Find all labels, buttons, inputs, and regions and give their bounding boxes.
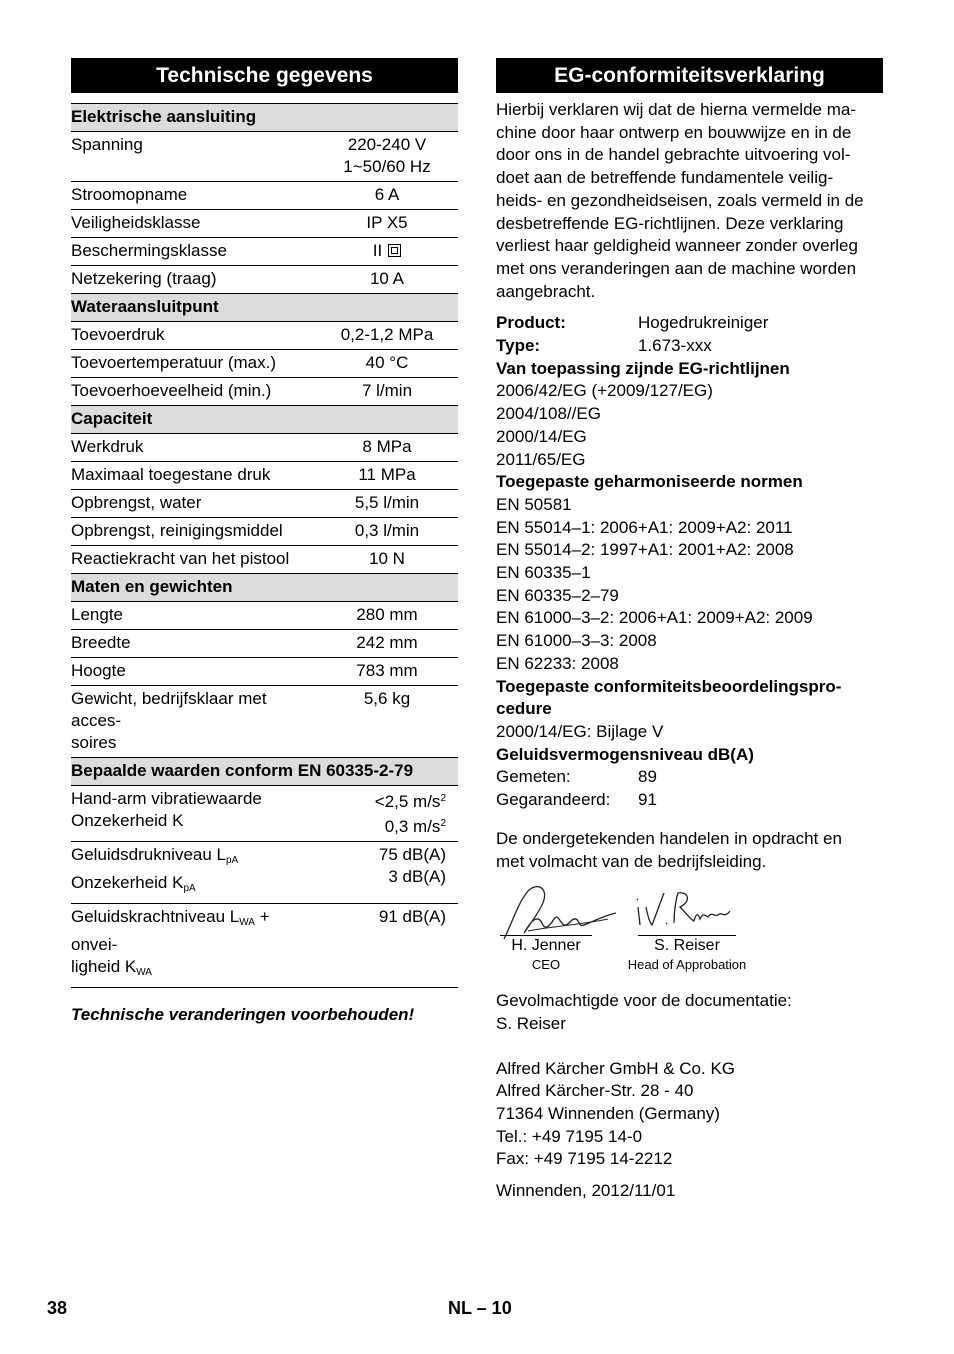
sound-level-heading: Geluidsvermogensniveau dB(A) [496,744,754,764]
row-label: Toevoerhoeveelheid (min.) [71,381,272,400]
row-value: 8 MPa [362,437,412,456]
row-value: 220-240 V 1~50/60 Hz [343,135,431,176]
sound-power-value: 91 dB(A) [378,907,446,926]
procedure-text: 2000/14/EG: Bijlage V [496,721,664,741]
list-item: EN 60335–2–79 [496,585,619,605]
table-row [71,378,458,406]
table-row [71,322,458,350]
row-value: 783 mm [356,661,418,680]
list-item: Alfred Kärcher-Str. 28 - 40 [496,1081,694,1101]
row-label: Stroomopname [71,185,188,204]
list-item: 2000/14/EG [496,426,587,446]
documentation-label: Gevolmachtigde voor de documentatie: [496,991,792,1011]
list-item: Tel.: +49 7195 14-0 [496,1126,643,1146]
row-value: 5,5 l/min [354,493,420,512]
type-row: Type: 1.673-xxx [496,336,712,356]
signatory-role: CEO [531,957,561,973]
list-item: EN 62233: 2008 [496,653,619,673]
group-header: Elektrische aansluiting [71,104,458,132]
technical-data-column [71,58,458,1026]
row-label: Netzekering (traag) [71,269,217,288]
uncertainty-kpa-label: Onzekerheid K [71,873,184,892]
row-value: 0,2-1,2 MPa [340,325,434,344]
row-value: II [372,241,383,260]
table-row [71,182,458,210]
uncertainty-kpa-value: 3 dB(A) [388,867,446,886]
documentation-name: S. Reiser [496,1013,566,1033]
row-label: Opbrengst, reinigingsmiddel [71,521,283,540]
table-row [71,462,458,490]
list-item: 2004/108//EG [496,404,601,424]
table-row [71,686,458,758]
product-row: Product: Hogedrukreiniger [496,313,769,333]
row-label: Hoogte [71,661,126,680]
row-label: Lengte [71,605,123,624]
uncertainty-k-label: Onzekerheid K [71,811,184,830]
guaranteed-row: Gegarandeerd: 91 [496,790,657,810]
table-row [71,210,458,238]
conformity-title: EG-conformiteitsverklaring [496,58,883,93]
row-value: 40 °C [365,353,409,372]
signature-block-reiser [624,935,750,975]
table-row: Geluidskrachtniveau $L_{WA}$ + onvei- ligheid $K_{WA}$ 91 dB(A) [71,904,458,988]
table-row [71,630,458,658]
norms-heading: Toegepaste geharmoniseerde normen [496,472,803,492]
row-value: 5,6 kg [363,689,411,708]
sound-pressure-value: 75 dB(A) [378,845,446,864]
conformity-column [496,58,883,1203]
row-label: Maximaal toegestane druk [71,465,271,484]
hand-arm-value: <2,5 m/s [374,792,441,811]
table-row [71,602,458,630]
signature-reiser-icon [634,887,734,937]
list-item: EN 61000–3–2: 2006+A1: 2009+A2: 2009 [496,608,813,628]
row-label: Opbrengst, water [71,493,202,512]
row-value: 242 mm [356,633,418,652]
conformity-intro: Hierbij verklaren wij dat de hierna vermelde ma- chine door haar ontwerp en bouwwijze en in de door ons in de handel gebrachte uitvoering vol- doet aan de betreffende fundamentele veilig- heids- en gezondheidseisen, zoals vermeld in de desbetreffende EG-richtlijnen. Deze verklaring verliest haar geldigheid wanneer zonder overleg met ons veranderingen aan de machine worden aangebracht. [496,100,864,301]
row-label: Beschermingsklasse [71,241,227,260]
table-row [71,238,458,266]
list-item: Alfred Kärcher GmbH & Co. KG [496,1058,736,1078]
row-value: 0,3 l/min [354,521,420,540]
table-row: Hand-arm vibratiewaarde Onzekerheid K <2,5 $m/s^2$ 0,3 $m/s^2$ [71,786,458,842]
row-value: IP X5 [366,213,408,232]
list-item: EN 55014–1: 2006+A1: 2009+A2: 2011 [496,517,793,537]
group-header: Bepaalde waarden conform EN 60335-2-79 [71,758,458,786]
table-row [71,434,458,462]
hand-arm-label: Hand-arm vibratiewaarde [71,789,262,808]
place-date: Winnenden, 2012/11/01 [496,1181,676,1201]
section-marker: NL – 10 [448,1298,512,1318]
row-label: Werkdruk [71,437,144,456]
list-item: EN 60335–1 [496,563,591,583]
row-label: Toevoerdruk [71,325,165,344]
row-label: Veiligheidsklasse [71,213,201,232]
signatory-role: Head of Approbation [627,957,747,973]
list-item: 2011/65/EG [496,449,586,469]
list-item: 71364 Winnenden (Germany) [496,1104,720,1124]
sound-power-label: Geluidskrachtniveau L [71,907,240,926]
row-label: Gewicht, bedrijfsklaar met acces- soires [71,689,267,752]
group-header: Capaciteit [71,406,458,434]
procedure-heading: Toegepaste conformiteitsbeoordelingspro- cedure [496,676,842,719]
signature-block-jenner [500,935,592,975]
table-row [71,266,458,294]
signing-statement: De ondergetekenden handelen in opdracht en met volmacht van de bedrijfsleiding. [496,828,842,871]
row-value: 11 MPa [358,465,416,484]
row-value: 280 mm [356,605,418,624]
group-header: Maten en gewichten [71,574,458,602]
signatory-name: H. Jenner [500,935,592,955]
technical-changes-note: Technische veranderingen voorbehouden! [71,1005,415,1024]
measured-row: Gemeten: 89 [496,767,657,787]
technical-data-title: Technische gegevens [71,58,458,93]
row-label: Reactiekracht van het pistool [71,549,290,568]
list-item: EN 61000–3–3: 2008 [496,631,657,651]
row-label: Toevoertemperatuur (max.) [71,353,277,372]
protection-class-ii-icon [388,244,401,257]
norms-list [496,494,883,676]
group-header: Wateraansluitpunt [71,294,458,322]
signature-jenner-icon [498,883,618,943]
directives-list [496,380,883,471]
uncertainty-k-value: 0,3 m/s [384,817,441,836]
list-item: Fax: +49 7195 14-2212 [496,1149,673,1169]
directives-heading: Van toepassing zijnde EG-richtlijnen [496,358,790,378]
table-row [71,658,458,686]
technical-data-table [71,103,458,988]
sound-pressure-label: Geluidsdrukniveau L [71,845,226,864]
table-row [71,132,458,182]
row-value: 7 l/min [361,381,413,400]
list-item: EN 55014–2: 1997+A1: 2001+A2: 2008 [496,540,794,560]
table-row [71,518,458,546]
row-label: Spanning [71,135,143,154]
row-label: Breedte [71,633,131,652]
company-address [496,1058,883,1172]
table-row [71,546,458,574]
row-value: 10 A [369,269,405,288]
list-item: EN 50581 [496,494,572,514]
signatures [496,883,883,981]
table-row [71,490,458,518]
signatory-name: S. Reiser [638,935,736,955]
list-item: 2006/42/EG (+2009/127/EG) [496,381,713,401]
row-value: 10 N [369,549,405,568]
row-value: 6 A [374,185,400,204]
table-row [71,350,458,378]
page-number: 38 [47,1298,68,1318]
table-row: Geluidsdrukniveau $L_{pA}$ Onzekerheid $K_{pA}$ 75 dB(A) 3 dB(A) [71,842,458,904]
